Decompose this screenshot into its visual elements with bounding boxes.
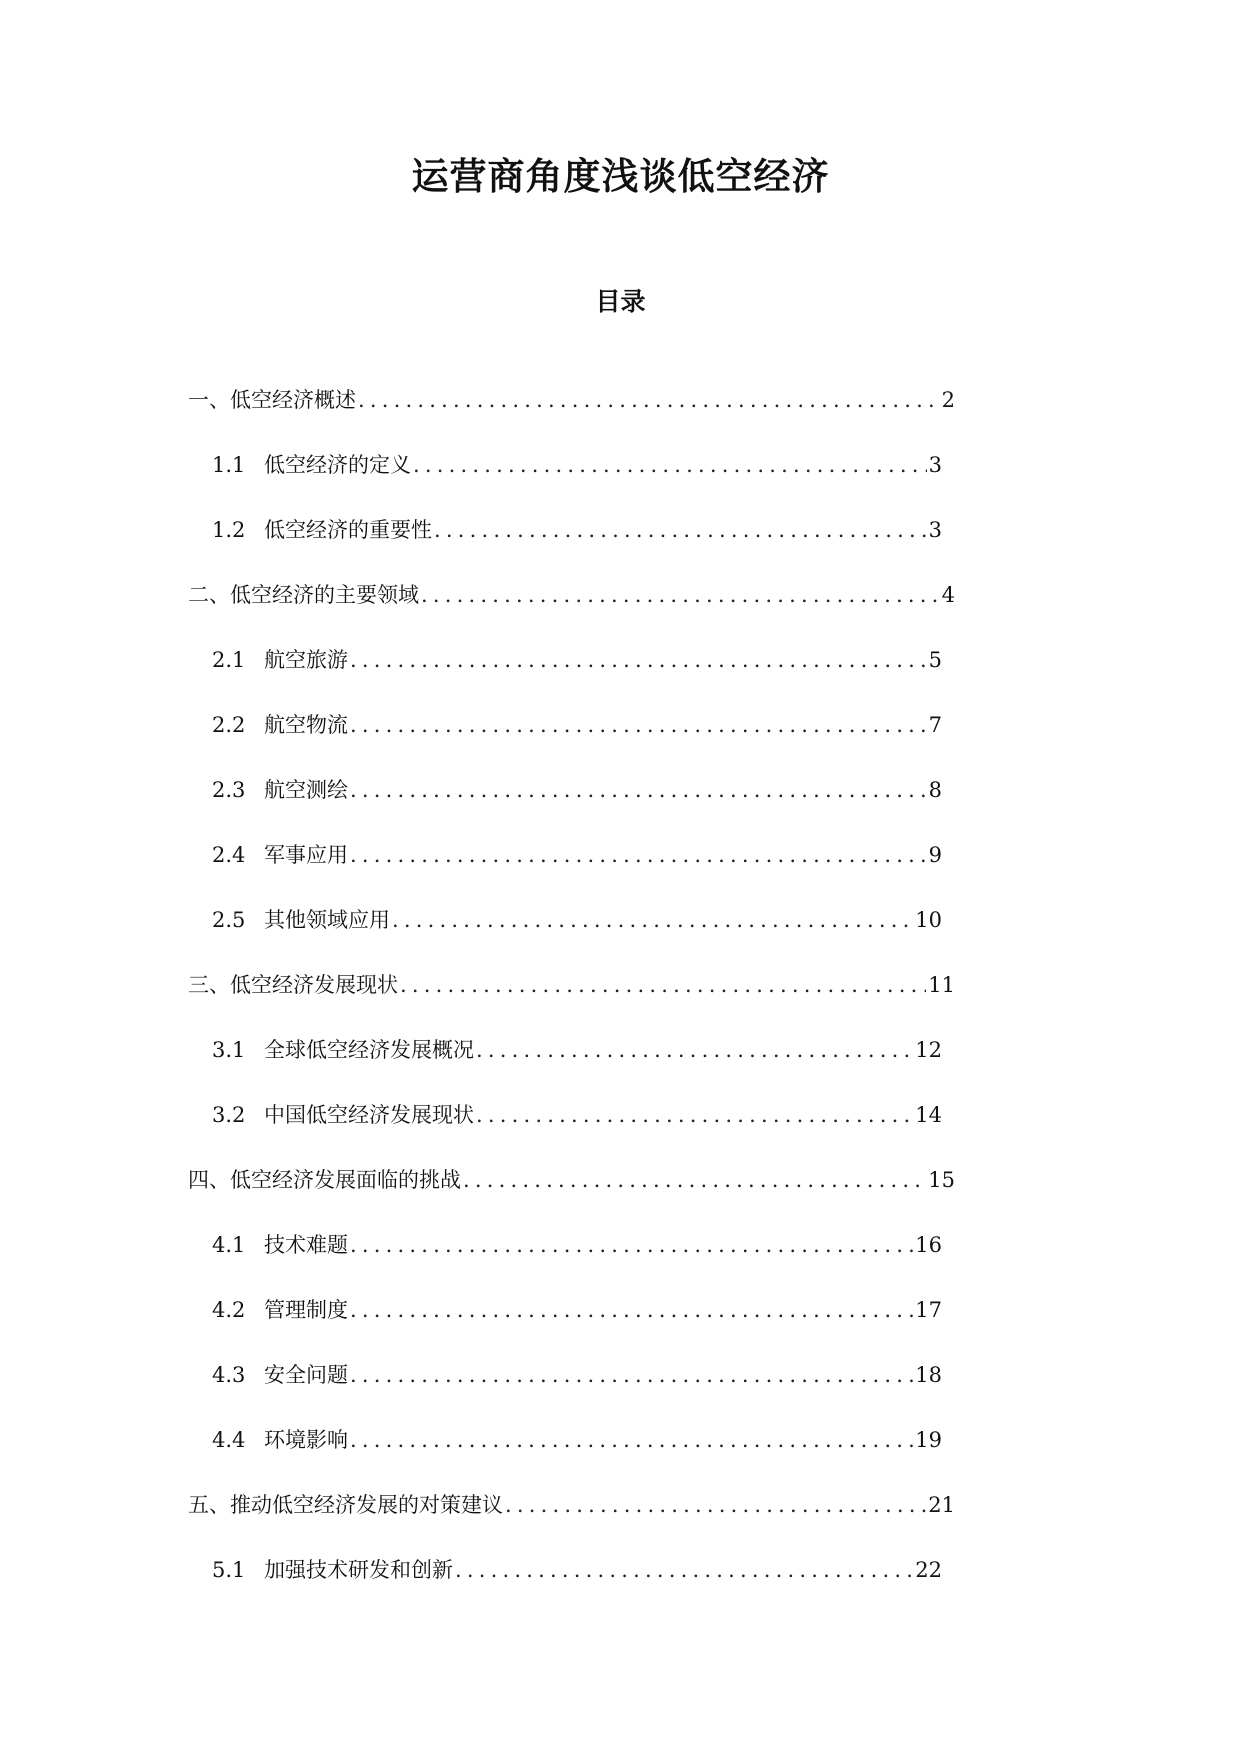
toc-entry-section-2-1[interactable] (0, 645, 942, 710)
toc-entry-section-1-2[interactable] (0, 515, 942, 580)
toc-entry-number: 4.3 (212, 1363, 246, 1387)
toc-entry-page-number: 7 (928, 713, 942, 737)
toc-entry-page-number: 14 (915, 1103, 942, 1127)
toc-entry-section-4-4[interactable] (0, 1425, 942, 1490)
toc-entry-page-number: 11 (928, 973, 955, 997)
toc-entry-label: 安全问题 (264, 1363, 348, 1387)
toc-dot-leader (350, 1360, 913, 1390)
toc-entry-label: 其他领域应用 (264, 908, 390, 932)
toc-dot-leader (400, 970, 926, 1000)
toc-dot-leader (350, 710, 927, 740)
toc-entry-label: 管理制度 (264, 1298, 348, 1322)
toc-entry-page-number: 8 (928, 778, 942, 802)
toc-entry-number: 5.1 (212, 1558, 246, 1582)
toc-entry-section-4-1[interactable] (0, 1230, 942, 1295)
toc-entry-section-2-4[interactable] (0, 840, 942, 905)
toc-entry-label: 加强技术研发和创新 (264, 1558, 453, 1582)
toc-entry-number: 4.2 (212, 1298, 246, 1322)
toc-entry-page-number: 4 (941, 583, 955, 607)
toc-entry-section-3[interactable] (0, 970, 955, 1035)
toc-entry-page-number: 10 (915, 908, 942, 932)
toc-entry-label: 全球低空经济发展概况 (264, 1038, 474, 1062)
toc-entry-page-number: 18 (915, 1363, 942, 1387)
toc-entry-page-number: 9 (928, 843, 942, 867)
toc-entry-label: 军事应用 (264, 843, 348, 867)
toc-entry-number: 2.3 (212, 778, 246, 802)
toc-entry-page-number: 15 (928, 1168, 955, 1192)
toc-entry-label: 航空测绘 (264, 778, 348, 802)
toc-entry-section-2-3[interactable] (0, 775, 942, 840)
toc-dot-leader (350, 775, 927, 805)
toc-entry-label: 航空物流 (264, 713, 348, 737)
toc-entry-label: 低空经济的重要性 (264, 518, 432, 542)
toc-dot-leader (434, 515, 927, 545)
toc-entry-section-5-1[interactable] (0, 1555, 942, 1620)
toc-dot-leader (505, 1490, 926, 1520)
toc-entry-number: 2.5 (212, 908, 246, 932)
toc-entry-label: 四、低空经济发展面临的挑战 (188, 1168, 461, 1192)
toc-dot-leader (358, 385, 940, 415)
toc-entry-page-number: 22 (915, 1558, 942, 1582)
toc-entry-section-2[interactable] (0, 580, 955, 645)
toc-entry-section-2-5[interactable] (0, 905, 942, 970)
toc-entry-number: 2.2 (212, 713, 246, 737)
toc-dot-leader (413, 450, 927, 480)
toc-entry-label: 中国低空经济发展现状 (264, 1103, 474, 1127)
toc-entry-label: 三、低空经济发展现状 (188, 973, 398, 997)
toc-entry-label: 二、低空经济的主要领域 (188, 583, 419, 607)
toc-dot-leader (350, 645, 927, 675)
toc-entry-page-number: 2 (941, 388, 955, 412)
toc-dot-leader (463, 1165, 926, 1195)
toc-entry-section-5[interactable] (0, 1490, 955, 1555)
toc-entry-label: 一、低空经济概述 (188, 388, 356, 412)
toc-entry-number: 2.1 (212, 648, 246, 672)
toc-dot-leader (421, 580, 940, 610)
toc-entry-number: 2.4 (212, 843, 246, 867)
toc-entry-section-1-1[interactable] (0, 450, 942, 515)
toc-entry-section-4[interactable] (0, 1165, 955, 1230)
toc-entry-page-number: 21 (928, 1493, 955, 1517)
toc-entry-number: 4.4 (212, 1428, 246, 1452)
toc-entry-section-2-2[interactable] (0, 710, 942, 775)
toc-dot-leader (350, 1425, 913, 1455)
toc-entry-page-number: 3 (928, 518, 942, 542)
toc-entry-section-3-1[interactable] (0, 1035, 942, 1100)
toc-entry-page-number: 12 (915, 1038, 942, 1062)
toc-entry-page-number: 5 (928, 648, 942, 672)
toc-dot-leader (455, 1555, 913, 1585)
toc-entry-section-4-3[interactable] (0, 1360, 942, 1425)
toc-entry-number: 3.1 (212, 1038, 246, 1062)
toc-dot-leader (476, 1035, 913, 1065)
toc-dot-leader (350, 1295, 913, 1325)
toc-entry-label: 技术难题 (264, 1233, 348, 1257)
toc-entry-label: 航空旅游 (264, 648, 348, 672)
toc-entry-section-4-2[interactable] (0, 1295, 942, 1360)
table-of-contents (0, 385, 1241, 1620)
toc-entry-section-1[interactable] (0, 385, 955, 450)
toc-entry-page-number: 17 (915, 1298, 942, 1322)
toc-entry-page-number: 19 (915, 1428, 942, 1452)
document-title: 运营商角度浅谈低空经济 (411, 154, 830, 198)
toc-dot-leader (392, 905, 913, 935)
toc-entry-label: 低空经济的定义 (264, 453, 411, 477)
toc-dot-leader (476, 1100, 913, 1130)
toc-heading: 目录 (595, 287, 646, 316)
toc-entry-number: 1.2 (212, 518, 246, 542)
toc-dot-leader (350, 840, 927, 870)
toc-dot-leader (350, 1230, 913, 1260)
toc-entry-page-number: 16 (915, 1233, 942, 1257)
toc-entry-number: 3.2 (212, 1103, 246, 1127)
toc-entry-section-3-2[interactable] (0, 1100, 942, 1165)
toc-entry-label: 环境影响 (264, 1428, 348, 1452)
toc-entry-page-number: 3 (928, 453, 942, 477)
toc-entry-number: 1.1 (212, 453, 246, 477)
toc-entry-number: 4.1 (212, 1233, 246, 1257)
toc-entry-label: 五、推动低空经济发展的对策建议 (188, 1493, 503, 1517)
